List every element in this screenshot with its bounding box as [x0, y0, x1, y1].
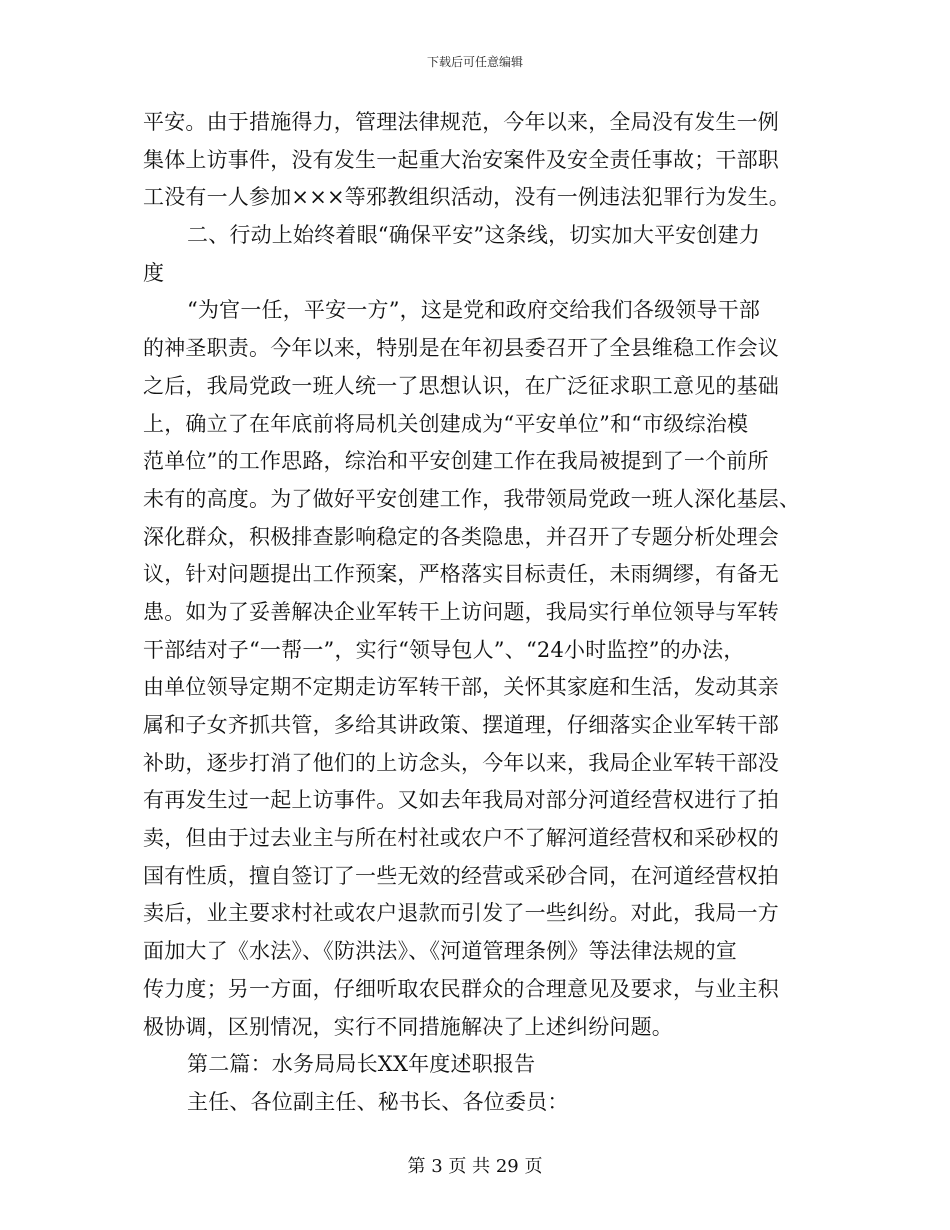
body-line: 传力度；另一方面，仔细听取农民群众的合理意见及要求，与业主积 [143, 976, 779, 1001]
body-line: 极协调，区别情况，实行不同措施解决了上述纠纷问题。 [143, 1014, 673, 1039]
body-line: 深化群众，积极排查影响稳定的各类隐患，并召开了专题分析处理会 [143, 524, 779, 549]
document-body [143, 104, 813, 1122]
body-line: 卖后，业主要求村社或农户退款而引发了一些纠纷。对此，我局一方 [143, 901, 779, 926]
paragraph-start: “为官一任，平安一方”，这是党和政府交给我们各级领导干部 [187, 298, 761, 323]
body-line: 集体上访事件，没有发生一起重大治安案件及安全责任事故；干部职 [143, 147, 779, 172]
section-heading-continued: 度 [143, 260, 165, 285]
body-line: 干部结对子“一帮一”，实行“领导包人”、“24小时监控”的办法， [143, 637, 745, 662]
body-line: 的神圣职责。今年以来，特别是在年初县委召开了全县维稳工作会议 [143, 336, 779, 361]
section-heading: 二、行动上始终着眼“确保平安”这条线，切实加大平安创建力 [187, 223, 761, 248]
body-line: 属和子女齐抓共管，多给其讲政策、摆道理，仔细落实企业军转干部 [143, 713, 779, 737]
body-line: 上，确立了在年底前将局机关创建成为“平安单位”和“市级综治模 [143, 411, 749, 436]
salutation: 主任、各位副主任、秘书长、各位委员： [187, 1089, 569, 1114]
body-line: 补助，逐步打消了他们的上访念头，今年以来，我局企业军转干部没 [143, 750, 779, 775]
page-number: 第 3 页 共 29 页 [407, 1156, 543, 1177]
body-line: 国有性质，擅自签订了一些无效的经营或采砂合同，在河道经营权拍 [143, 863, 779, 888]
body-line: 范单位”的工作思路，综治和平安创建工作在我局被提到了一个前所 [143, 449, 769, 474]
body-line: 议，针对问题提出工作预案，严格落实目标责任，未雨绸缪，有备无 [143, 562, 779, 587]
body-line: 有再发生过一起上访事件。又如去年我局对部分河道经营权进行了拍 [143, 788, 779, 813]
body-line: 平安。由于措施得力，管理法律规范，今年以来，全局没有发生一例 [143, 110, 779, 134]
page-header-note: 下载后可任意编辑 [426, 55, 523, 69]
body-line: 卖，但由于过去业主与所在村社或农户不了解河道经营权和采砂权的 [143, 826, 779, 851]
chapter-title: 第二篇：水务局局长XX年度述职报告 [187, 1052, 536, 1077]
body-line: 患。如为了妥善解决企业军转干上访问题，我局实行单位领导与军转 [143, 599, 779, 624]
body-line: 面加大了《水法》、《防洪法》、《河道管理条例》等法律法规的宣 [143, 939, 737, 964]
body-line: 由单位领导定期不定期走访军转干部，关怀其家庭和生活，发动其亲 [143, 675, 779, 700]
body-line: 工没有一人参加×××等邪教组织活动，没有一例违法犯罪行为发生。 [143, 185, 790, 210]
body-line: 之后，我局党政一班人统一了思想认识，在广泛征求职工意见的基础 [143, 373, 779, 398]
body-line: 未有的高度。为了做好平安创建工作，我带领局党政一班人深化基层、 [143, 486, 801, 511]
